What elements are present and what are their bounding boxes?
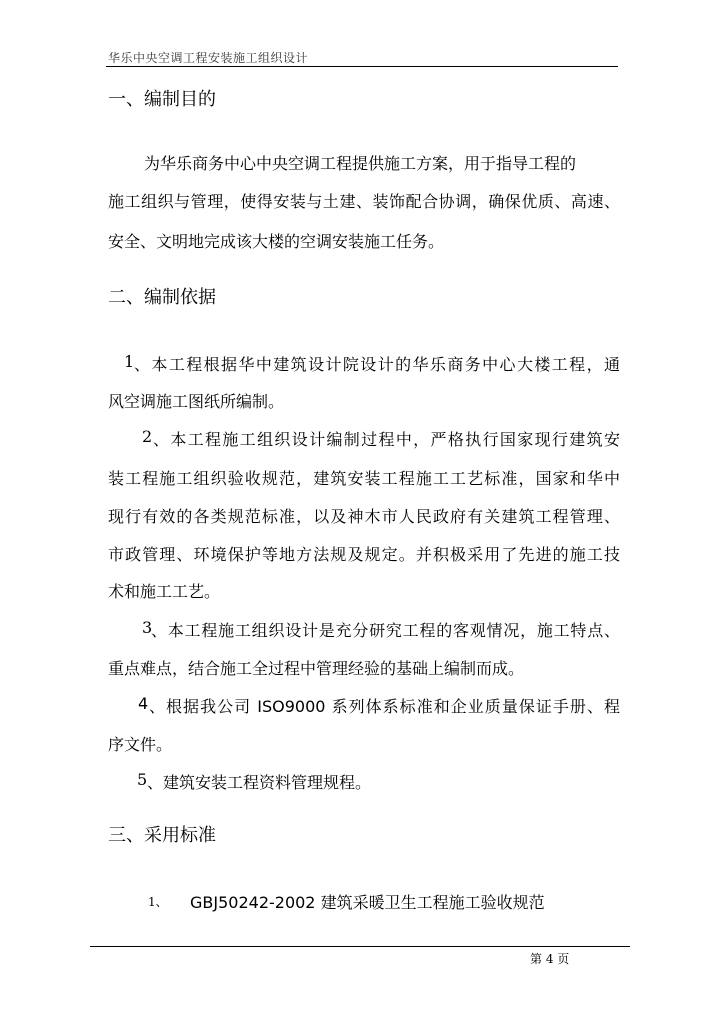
basis-item-line: 、建筑安装工程资料管理规程。: [147, 773, 372, 792]
purpose-line-2: 施工组织与管理，使得安装与土建、装饰配合协调，确保优质、高速、: [108, 192, 620, 211]
basis-item-line: 市政管理、环境保护等地方法规及规定。并积极采用了先进的施工技: [108, 545, 620, 564]
purpose-line-1: 为华乐商务中心中央空调工程提供施工方案，用于指导工程的: [144, 154, 577, 173]
basis-item-line: 、本工程根据华中建筑设计院设计的华乐商务中心大楼工程，通: [134, 355, 620, 374]
section-heading-standards: 三、采用标准: [108, 825, 216, 846]
basis-item-number: 2: [142, 427, 153, 446]
basis-item-line: 、根据我公司 ISO9000 系列体系标准和企业质量保证手册、程: [149, 697, 620, 716]
basis-item-number: 5: [137, 770, 148, 789]
section-heading-basis: 二、编制依据: [108, 287, 216, 308]
standard-item-text: GBJ50242-2002 建筑采暖卫生工程施工验收规范: [190, 893, 545, 912]
basis-item-line: 、本工程施工组织设计编制过程中，严格执行国家现行建筑安: [153, 430, 620, 449]
standard-item-number: 1、: [148, 895, 168, 909]
basis-item-number: 1: [124, 352, 135, 371]
basis-item-number: 4: [138, 694, 149, 713]
basis-item-line: 序文件。: [108, 735, 173, 754]
footer-divider: [90, 946, 630, 947]
header-divider: [106, 66, 618, 67]
basis-item-line: 重点难点，结合施工全过程中管理经验的基础上编制而成。: [108, 659, 525, 678]
basis-item-line: 术和施工工艺。: [108, 582, 221, 601]
basis-item-line: 装工程施工组织验收规范，建筑安装工程施工工艺标准，国家和华中: [108, 469, 620, 488]
basis-item-number: 3: [142, 618, 153, 637]
basis-item-line: 现行有效的各类规范标准，以及神木市人民政府有关建筑工程管理、: [108, 507, 620, 526]
purpose-line-3: 安全、文明地完成该大楼的空调安装施工任务。: [108, 232, 445, 251]
section-heading-purpose: 一、编制目的: [108, 89, 216, 110]
header-title: 华乐中央空调工程安装施工组织设计: [108, 51, 309, 65]
basis-item-line: 、本工程施工组织设计是充分研究工程的客观情况，施工特点、: [151, 621, 620, 640]
basis-item-line: 风空调施工图纸所编制。: [108, 392, 285, 411]
page-number: 第 4 页: [530, 952, 570, 966]
